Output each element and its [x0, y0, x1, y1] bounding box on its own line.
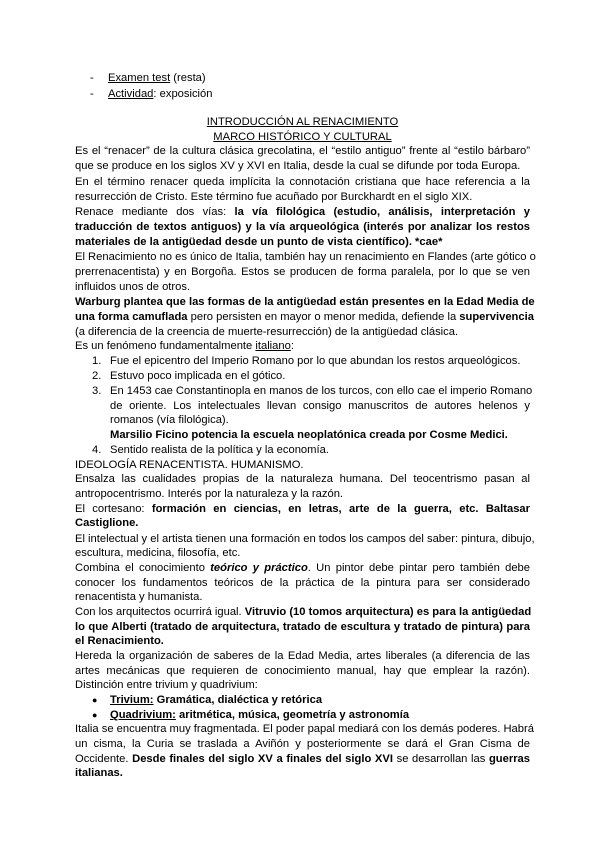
paragraph-line: Distinción entre trivium y quadrivium: [75, 679, 258, 691]
paragraph-line: influidos unos de otros. [75, 281, 191, 293]
list-item: Fue el epicentro del Imperio Romano por lo que abundan los restos arqueológicos. [110, 355, 521, 367]
paragraph-line: una forma camuflada pero persisten en mayor o menor medida, defiende la supervivencia [75, 311, 534, 323]
paragraph-line: El cortesano: formación en ciencias, en letras, arte de la guerra, etc. Baltasar [75, 503, 530, 515]
list-item: romanos (vía filológica). [110, 414, 229, 426]
list-item: Sentido realista de la política y la economía. [110, 444, 329, 456]
paragraph-line: conocer los fundamentos teóricos de la práctica de la pintura para ser considerado [75, 577, 530, 589]
paragraph-line: Italia se encuentra muy fragmentada. El poder papal mediará con los demás poderes. Habrá [75, 723, 534, 735]
list-number: 1. [92, 355, 102, 367]
paragraph-line: materiales de la antigüedad desde un punto de vista científico). *cae* [75, 236, 443, 248]
paragraph-line: Warburg plantea que las formas de la antigüedad están presentes en la Edad Media de [75, 296, 535, 308]
dash-bullet: - [90, 88, 94, 100]
bullet-icon: ● [92, 710, 98, 720]
paragraph-line: Ensalza las cualidades propias de la naturaleza humana. Del teocentrismo pasan al [75, 473, 530, 485]
paragraph-line: que se produce en los siglos XV y XVI en Italia, desde la cual se difunde por toda Europa. [75, 160, 521, 172]
list-item-highlight: Marsilio Ficino potencia la escuela neoplatónica creada por Cosme Medici. [110, 429, 508, 441]
paragraph-line: Occidente. Desde finales del siglo XV a finales del siglo XVI se desarrollan las guerras [75, 753, 530, 765]
list-item-trivium: Trivium: Gramática, dialéctica y retórica [110, 694, 323, 706]
paragraph-line: (a diferencia de la creencia de muerte-resurrección) de la antigüedad clásica. [75, 326, 459, 338]
paragraph-line: Renace mediante dos vías: la vía filológica (estudio, análisis, interpretación y [75, 206, 530, 218]
paragraph-line: el Renacimiento. [75, 635, 164, 647]
paragraph-line: italianas. [75, 767, 123, 779]
list-item: En 1453 cae Constantinopla en manos de los turcos, con ello cae el imperio Romano [110, 385, 533, 397]
section-title: INTRODUCCIÓN AL RENACIMIENTO [206, 116, 399, 128]
list-item-quadrivium: Quadrivium: aritmética, música, geometría y astronomía [110, 709, 410, 721]
paragraph-line: Hereda la organización de saberes de la Edad Media, artes liberales (a diferencia de las [75, 650, 530, 662]
paragraph-line: un cisma, la Curia se traslada a Aviñón y posteriormente se dará el Gran Cisma de [75, 738, 530, 750]
paragraph-line: Castiglione. [75, 517, 139, 529]
paragraph-line: traducción de textos antiguos) y la vía arqueológica (interés por analizar los restos [75, 221, 530, 233]
paragraph-line: Es el “renacer” de la cultura clásica grecolatina, el “estilo antiguo” frente al “estilo bárbaro” [75, 145, 530, 157]
paragraph-line: antropocentrismo. Interés por la naturaleza y la razón. [75, 488, 344, 500]
list-number: 4. [92, 444, 102, 456]
section-subtitle: MARCO HISTÓRICO Y CULTURAL [213, 131, 392, 143]
intro-item-exam: Examen test (resta) [108, 72, 206, 84]
list-number: 3. [92, 385, 102, 397]
paragraph-line: renacentista y humanista. [75, 591, 203, 603]
paragraph-line: prerrenacentista) y en Borgoña. Estos se producen de forma paralela, por lo que se ven [75, 266, 530, 278]
paragraph-line: escultura, medicina, filosofía, etc. [75, 547, 241, 559]
list-item: Estuvo poco implicada en el gótico. [110, 370, 286, 382]
intro-item-activity: Actividad: exposición [108, 88, 213, 100]
bullet-icon: ● [92, 695, 98, 705]
list-number: 2. [92, 370, 102, 382]
paragraph-line: El intelectual y el artista tienen una formación en todos los campos del saber: pintura, dibujo, [75, 533, 535, 545]
paragraph-line: Es un fenómeno fundamentalmente italiano: [75, 340, 294, 352]
paragraph-line: En el término renacer queda implícita la connotación cristiana que hace referencia a la [75, 176, 530, 188]
dash-bullet: - [90, 72, 94, 84]
paragraph-line: Combina el conocimiento teórico y práctico. Un pintor debe pintar pero también debe [75, 562, 530, 574]
paragraph-line: El Renacimiento no es único de Italia, también hay un renacimiento en Flandes (arte gótico o [75, 251, 536, 263]
paragraph-line: resurrección de Cristo. Este término fue acuñado por Burckhardt en el siglo XIX. [75, 191, 473, 203]
list-item: de oriente. Los intelectuales llevan consigo manuscritos de autores helenos y [110, 400, 530, 412]
section-heading: IDEOLOGÍA RENACENTISTA. HUMANISMO. [75, 459, 304, 471]
paragraph-line: artes mecánicas que requieren de conocimiento manual, hay que emplear la razón). [75, 665, 530, 677]
paragraph-line: lo que Alberti (tratado de arquitectura, tratado de escultura y tratado de pintura) para [75, 621, 530, 633]
paragraph-line: Con los arquitectos ocurrirá igual. Vitruvio (10 tomos arquitectura) es para la antigüedad [75, 606, 532, 618]
